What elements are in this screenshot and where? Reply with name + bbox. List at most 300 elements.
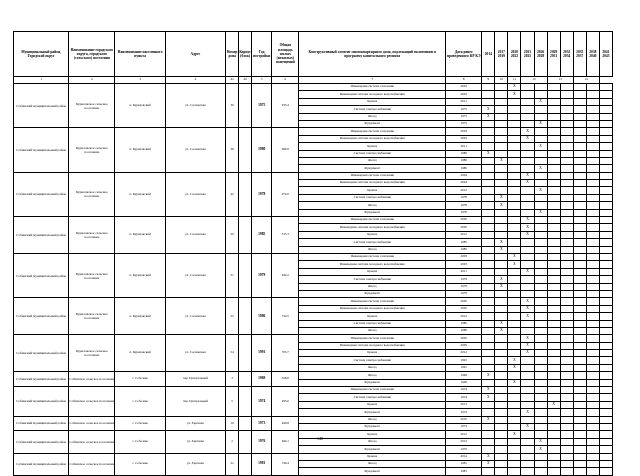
period-cell bbox=[560, 335, 573, 342]
period-cell bbox=[547, 387, 560, 394]
period-cell bbox=[599, 128, 612, 135]
period-cell bbox=[482, 305, 495, 312]
period-cell bbox=[599, 135, 612, 142]
period-cell: X bbox=[521, 305, 534, 312]
period-cell: X bbox=[482, 113, 495, 120]
period-cell bbox=[495, 268, 508, 275]
house-year: 1980 bbox=[252, 128, 272, 172]
last-repair-year: 1980 bbox=[446, 165, 482, 172]
period-cell bbox=[547, 342, 560, 349]
period-cell bbox=[534, 157, 547, 164]
column-header: 2035 2037 bbox=[573, 32, 586, 77]
period-cell bbox=[534, 253, 547, 260]
period-cell bbox=[586, 320, 599, 327]
period-cell bbox=[599, 246, 612, 253]
house-locality: п. Куриловский bbox=[115, 253, 165, 297]
period-cell bbox=[573, 253, 586, 260]
period-cell bbox=[586, 357, 599, 364]
element-name: Инженерная система отопления bbox=[299, 387, 446, 394]
last-repair-year: 1976 bbox=[446, 446, 482, 453]
period-cell bbox=[573, 194, 586, 201]
period-cell bbox=[547, 283, 560, 290]
period-cell bbox=[573, 231, 586, 238]
column-header: 2023 2025 bbox=[521, 32, 534, 77]
period-cell bbox=[508, 224, 521, 231]
last-repair-year: 2003 bbox=[446, 91, 482, 98]
house-district: Собинский муниципальный район bbox=[14, 372, 69, 387]
period-cell bbox=[599, 364, 612, 371]
period-cell bbox=[586, 217, 599, 224]
period-cell bbox=[599, 423, 612, 430]
period-cell bbox=[573, 460, 586, 467]
element-name: Крыша bbox=[299, 313, 446, 320]
period-cell bbox=[547, 217, 560, 224]
period-cell bbox=[508, 394, 521, 401]
period-cell bbox=[534, 416, 547, 423]
column-header: 2014 bbox=[482, 32, 495, 77]
period-cell: X bbox=[482, 372, 495, 379]
column-header: Номер дома bbox=[226, 32, 239, 77]
last-repair-year: 1978 bbox=[446, 194, 482, 201]
house-year: 1974 bbox=[252, 387, 272, 417]
house-district: Собинский муниципальный район bbox=[14, 298, 69, 335]
period-cell bbox=[547, 172, 560, 179]
period-cell bbox=[508, 172, 521, 179]
period-cell bbox=[508, 372, 521, 379]
period-cell: X bbox=[495, 246, 508, 253]
element-name: Фундамент bbox=[299, 120, 446, 127]
period-cell bbox=[573, 453, 586, 460]
last-repair-year: 1975 bbox=[446, 113, 482, 120]
period-cell bbox=[599, 113, 612, 120]
column-header: Корпус (блок) bbox=[239, 32, 252, 77]
period-cell bbox=[534, 239, 547, 246]
period-cell bbox=[573, 276, 586, 283]
period-cell bbox=[573, 387, 586, 394]
period-cell bbox=[495, 98, 508, 105]
period-cell bbox=[599, 143, 612, 150]
period-cell bbox=[547, 416, 560, 423]
period-cell bbox=[586, 290, 599, 297]
period-cell bbox=[508, 194, 521, 201]
period-cell: X bbox=[521, 231, 534, 238]
period-cell bbox=[534, 224, 547, 231]
period-cell bbox=[573, 320, 586, 327]
period-cell bbox=[599, 224, 612, 231]
element-name: Инженерная система отопления bbox=[299, 172, 446, 179]
period-cell bbox=[508, 106, 521, 113]
period-cell bbox=[482, 187, 495, 194]
period-cell bbox=[495, 468, 508, 475]
last-repair-year: 2005 bbox=[446, 305, 482, 312]
period-cell bbox=[495, 224, 508, 231]
period-cell bbox=[547, 187, 560, 194]
house-year: 1975 bbox=[252, 84, 272, 128]
last-repair-year: 1975 bbox=[446, 106, 482, 113]
period-cell bbox=[573, 416, 586, 423]
period-cell bbox=[482, 194, 495, 201]
period-cell bbox=[508, 305, 521, 312]
period-cell bbox=[534, 313, 547, 320]
period-cell bbox=[521, 320, 534, 327]
period-cell bbox=[547, 372, 560, 379]
house-num: 5 bbox=[226, 387, 239, 417]
last-repair-year: 2012 bbox=[446, 431, 482, 438]
period-cell: X bbox=[495, 194, 508, 201]
period-cell bbox=[521, 372, 534, 379]
period-cell bbox=[508, 320, 521, 327]
last-repair-year: 2011 bbox=[446, 268, 482, 275]
last-repair-year: 1981 bbox=[446, 460, 482, 467]
period-cell bbox=[586, 106, 599, 113]
last-repair-year: 2014 bbox=[446, 453, 482, 460]
period-cell bbox=[560, 209, 573, 216]
period-cell bbox=[508, 143, 521, 150]
element-name: Инженерная система холодного водоснабжения bbox=[299, 224, 446, 231]
period-cell bbox=[573, 327, 586, 334]
last-repair-year: 2012 bbox=[446, 313, 482, 320]
period-cell bbox=[534, 350, 547, 357]
period-cell bbox=[586, 409, 599, 416]
period-cell: X bbox=[534, 98, 547, 105]
element-name: Фасад bbox=[299, 327, 446, 334]
period-cell bbox=[534, 135, 547, 142]
period-cell bbox=[599, 120, 612, 127]
period-cell bbox=[508, 157, 521, 164]
last-repair-year: 1985 bbox=[446, 239, 482, 246]
period-cell bbox=[534, 327, 547, 334]
period-cell bbox=[573, 84, 586, 91]
last-repair-year: 1978 bbox=[446, 209, 482, 216]
house-year: 1991 bbox=[252, 335, 272, 372]
last-repair-year: 1991 bbox=[446, 357, 482, 364]
period-cell bbox=[573, 335, 586, 342]
period-cell: X bbox=[482, 387, 495, 394]
period-cell bbox=[521, 187, 534, 194]
period-cell bbox=[560, 401, 573, 408]
period-cell bbox=[521, 283, 534, 290]
period-cell bbox=[560, 283, 573, 290]
element-name: Фундамент bbox=[299, 446, 446, 453]
period-cell bbox=[573, 283, 586, 290]
house-korp bbox=[239, 387, 252, 417]
house-settlement: Куриловское сельское поселение bbox=[69, 335, 115, 372]
period-cell bbox=[534, 113, 547, 120]
period-cell bbox=[599, 276, 612, 283]
house-num: 51 bbox=[226, 253, 239, 297]
period-cell bbox=[560, 364, 573, 371]
period-cell bbox=[534, 194, 547, 201]
period-cell bbox=[534, 364, 547, 371]
element-name: Крыша bbox=[299, 143, 446, 150]
column-header: 2029 2031 bbox=[547, 32, 560, 77]
period-cell bbox=[482, 157, 495, 164]
period-cell bbox=[586, 276, 599, 283]
period-cell bbox=[586, 157, 599, 164]
period-cell bbox=[599, 357, 612, 364]
house-area: 725.3 bbox=[272, 217, 299, 254]
house-locality: п. Куриловский bbox=[115, 172, 165, 216]
house-korp bbox=[239, 217, 252, 254]
period-cell bbox=[508, 217, 521, 224]
last-repair-year: 1991 bbox=[446, 364, 482, 371]
last-repair-year: 2011 bbox=[446, 143, 482, 150]
house-area: 933.4 bbox=[272, 84, 299, 128]
period-cell bbox=[547, 268, 560, 275]
period-cell bbox=[482, 283, 495, 290]
period-cell bbox=[573, 246, 586, 253]
period-cell bbox=[586, 335, 599, 342]
period-cell bbox=[495, 209, 508, 216]
period-cell bbox=[508, 128, 521, 135]
period-cell bbox=[495, 453, 508, 460]
column-header: Дата ранее проведенного КР КЭ bbox=[446, 32, 482, 77]
house-street: ул. Сосновская bbox=[165, 128, 225, 172]
period-cell bbox=[495, 357, 508, 364]
period-cell bbox=[573, 379, 586, 386]
period-cell bbox=[508, 342, 521, 349]
period-cell bbox=[547, 135, 560, 142]
period-cell bbox=[508, 327, 521, 334]
house-korp bbox=[239, 253, 252, 297]
period-cell bbox=[560, 135, 573, 142]
period-cell bbox=[482, 401, 495, 408]
period-cell bbox=[599, 172, 612, 179]
period-cell bbox=[586, 113, 599, 120]
period-cell bbox=[508, 401, 521, 408]
period-cell bbox=[534, 387, 547, 394]
period-cell bbox=[586, 224, 599, 231]
house-street: ул. Сосновская bbox=[165, 217, 225, 254]
period-cell: X bbox=[521, 350, 534, 357]
period-cell: X bbox=[495, 276, 508, 283]
period-cell bbox=[534, 246, 547, 253]
period-cell bbox=[482, 423, 495, 430]
period-cell bbox=[560, 224, 573, 231]
period-cell bbox=[573, 261, 586, 268]
period-cell bbox=[547, 91, 560, 98]
house-korp bbox=[239, 431, 252, 453]
last-repair-year: 2003 bbox=[446, 261, 482, 268]
period-cell bbox=[560, 113, 573, 120]
period-cell bbox=[534, 357, 547, 364]
period-cell bbox=[560, 379, 573, 386]
column-number: 13 bbox=[547, 77, 573, 84]
last-repair-year: 1974 bbox=[446, 394, 482, 401]
period-cell bbox=[599, 372, 612, 379]
column-header: Наименование городского округа, городского (сельского) поселения bbox=[69, 32, 115, 77]
element-name: Инженерная система холодного водоснабжения bbox=[299, 342, 446, 349]
house-settlement: Куриловское сельское поселение bbox=[69, 298, 115, 335]
column-header: Наименование населенного пункта bbox=[115, 32, 165, 77]
table-row bbox=[14, 253, 613, 260]
period-cell bbox=[547, 261, 560, 268]
house-street: ул. Сосновская bbox=[165, 335, 225, 372]
column-number: 4б bbox=[239, 77, 252, 84]
period-cell bbox=[547, 209, 560, 216]
period-cell bbox=[482, 335, 495, 342]
period-cell bbox=[547, 253, 560, 260]
house-district: Собинский муниципальный район bbox=[14, 84, 69, 128]
period-cell bbox=[560, 320, 573, 327]
period-cell bbox=[495, 379, 508, 386]
period-cell: X bbox=[534, 187, 547, 194]
period-cell bbox=[482, 357, 495, 364]
last-repair-year: 2004 bbox=[446, 172, 482, 179]
period-cell bbox=[547, 120, 560, 127]
period-cell bbox=[573, 217, 586, 224]
period-cell bbox=[547, 276, 560, 283]
column-header: 2038 2040 bbox=[586, 32, 599, 77]
period-cell bbox=[586, 423, 599, 430]
period-cell bbox=[586, 350, 599, 357]
period-cell bbox=[534, 468, 547, 475]
period-cell bbox=[599, 416, 612, 423]
element-name: Фасад bbox=[299, 202, 446, 209]
period-cell bbox=[573, 409, 586, 416]
period-cell bbox=[521, 327, 534, 334]
column-number: 4а bbox=[226, 77, 239, 84]
house-area: 490.8 bbox=[272, 416, 299, 431]
period-cell bbox=[547, 313, 560, 320]
period-cell bbox=[534, 283, 547, 290]
period-cell: X bbox=[495, 239, 508, 246]
element-name: Инженерная система отопления bbox=[299, 253, 446, 260]
period-cell: X bbox=[521, 423, 534, 430]
period-cell bbox=[573, 305, 586, 312]
house-district: Собинский муниципальный район bbox=[14, 217, 69, 254]
period-cell bbox=[560, 276, 573, 283]
period-cell bbox=[599, 268, 612, 275]
period-cell bbox=[586, 305, 599, 312]
period-cell bbox=[560, 239, 573, 246]
period-cell bbox=[599, 106, 612, 113]
period-cell bbox=[521, 194, 534, 201]
column-header: Муниципальный район, Городской округ bbox=[14, 32, 69, 77]
period-cell bbox=[599, 283, 612, 290]
period-cell bbox=[495, 172, 508, 179]
house-area: 740.4 bbox=[272, 453, 299, 475]
period-cell bbox=[586, 460, 599, 467]
period-cell bbox=[521, 246, 534, 253]
period-cell: X bbox=[521, 342, 534, 349]
period-cell bbox=[560, 453, 573, 460]
period-cell bbox=[547, 150, 560, 157]
period-cell bbox=[599, 239, 612, 246]
period-cell: X bbox=[482, 460, 495, 467]
period-cell bbox=[599, 379, 612, 386]
column-header: Год постройки bbox=[252, 32, 272, 77]
period-cell bbox=[495, 217, 508, 224]
column-header: 2020 2022 bbox=[508, 32, 521, 77]
element-name: Крыша bbox=[299, 431, 446, 438]
last-repair-year: 1979 bbox=[446, 290, 482, 297]
period-cell bbox=[547, 320, 560, 327]
period-cell bbox=[521, 98, 534, 105]
period-cell bbox=[521, 401, 534, 408]
period-cell bbox=[508, 460, 521, 467]
last-repair-year: 2003 bbox=[446, 84, 482, 91]
period-cell bbox=[586, 313, 599, 320]
period-cell: X bbox=[508, 357, 521, 364]
period-cell bbox=[482, 128, 495, 135]
element-name: Инженерная система отопления bbox=[299, 298, 446, 305]
period-cell bbox=[508, 135, 521, 142]
period-cell bbox=[547, 327, 560, 334]
house-locality: п. Куриловский bbox=[115, 84, 165, 128]
table-row bbox=[14, 372, 613, 379]
period-cell bbox=[560, 231, 573, 238]
period-cell bbox=[534, 84, 547, 91]
period-cell bbox=[495, 342, 508, 349]
period-cell bbox=[560, 128, 573, 135]
period-cell bbox=[482, 298, 495, 305]
header-row bbox=[14, 32, 613, 77]
period-cell bbox=[495, 335, 508, 342]
house-korp bbox=[239, 416, 252, 431]
element-name: Крыша bbox=[299, 187, 446, 194]
period-cell bbox=[482, 180, 495, 187]
period-cell bbox=[586, 91, 599, 98]
period-cell bbox=[495, 253, 508, 260]
house-area: 495.6 bbox=[272, 387, 299, 417]
period-cell bbox=[547, 409, 560, 416]
period-cell bbox=[495, 84, 508, 91]
period-cell bbox=[534, 453, 547, 460]
element-name: Инженерная система отопления bbox=[299, 84, 446, 91]
column-header: 2026 2028 bbox=[534, 32, 547, 77]
column-number: 7 bbox=[299, 77, 446, 84]
period-cell bbox=[599, 209, 612, 216]
period-cell bbox=[547, 423, 560, 430]
period-cell: X bbox=[482, 453, 495, 460]
period-cell bbox=[508, 453, 521, 460]
period-cell bbox=[560, 143, 573, 150]
house-district: Собинский муниципальный район bbox=[14, 128, 69, 172]
period-cell bbox=[482, 276, 495, 283]
period-cell bbox=[560, 268, 573, 275]
period-cell bbox=[599, 290, 612, 297]
house-area: 705.7 bbox=[272, 335, 299, 372]
period-cell bbox=[482, 202, 495, 209]
period-cell bbox=[586, 209, 599, 216]
period-cell bbox=[495, 187, 508, 194]
house-district: Собинский муниципальный район bbox=[14, 172, 69, 216]
period-cell bbox=[586, 453, 599, 460]
table-row bbox=[14, 416, 613, 423]
last-repair-year: 2011 bbox=[446, 98, 482, 105]
house-year: 1976 bbox=[252, 431, 272, 453]
house-locality: п. Куриловский bbox=[115, 128, 165, 172]
period-cell bbox=[599, 409, 612, 416]
house-settlement: Куриловское сельское поселение bbox=[69, 217, 115, 254]
period-cell bbox=[508, 409, 521, 416]
period-cell bbox=[482, 261, 495, 268]
period-cell bbox=[547, 180, 560, 187]
period-cell bbox=[495, 305, 508, 312]
period-cell bbox=[508, 202, 521, 209]
period-cell bbox=[482, 364, 495, 371]
period-cell bbox=[560, 180, 573, 187]
period-cell bbox=[573, 143, 586, 150]
period-cell bbox=[560, 387, 573, 394]
house-num: 54 bbox=[226, 335, 239, 372]
period-cell bbox=[521, 106, 534, 113]
period-cell bbox=[599, 165, 612, 172]
period-cell bbox=[508, 350, 521, 357]
period-cell bbox=[508, 276, 521, 283]
period-cell bbox=[547, 128, 560, 135]
